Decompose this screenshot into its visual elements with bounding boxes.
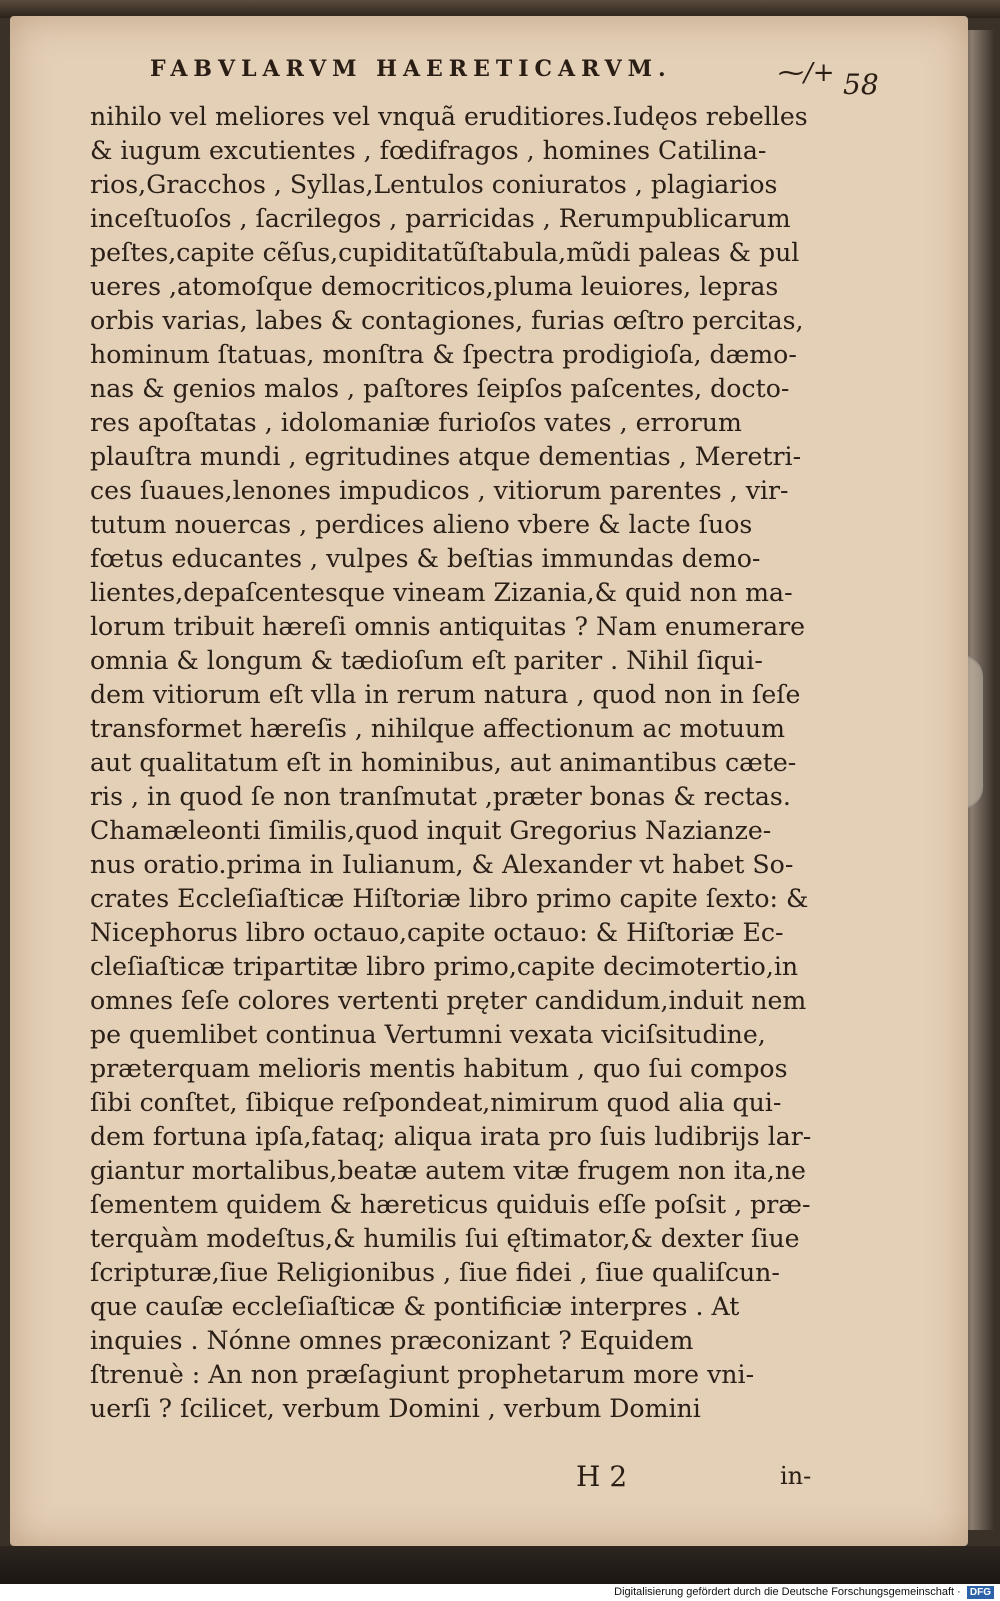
running-title: FABVLARVM HAERETICARVM. xyxy=(150,56,672,82)
signature-mark: H 2 xyxy=(576,1460,628,1493)
text-line: nus oratio.prima in Iulianum, & Alexander vt habet So- xyxy=(90,850,794,879)
text-line: res apoſtatas , idolomaniæ furioſos vates , errorum xyxy=(90,408,742,437)
text-line: ſibi conſtet, ſibique reſpondeat,nimirum quod alia qui- xyxy=(90,1088,782,1117)
text-line: pe quemlibet continua Vertumni vexata viciſsitudine, xyxy=(90,1020,766,1049)
text-line: peſtes,capite cẽſus,cupiditatũſtabula,mũdi paleas & pul xyxy=(90,238,800,267)
text-line: hominum ſtatuas, monſtra & ſpectra prodigioſa, dæmo- xyxy=(90,340,797,369)
text-line: transformet hæreſis , nihilque affectionum ac motuum xyxy=(90,714,786,743)
credit-text: Digitalisierung gefördert durch die Deutsche Forschungsgemeinschaft xyxy=(614,1586,955,1598)
handwritten-folio-mark: ⁓/+ xyxy=(778,58,835,88)
text-line: inquies . Nónne omnes præconizant ? Equidem xyxy=(90,1326,694,1355)
text-line: plauſtra mundi , egritudines atque dementias , Meretri- xyxy=(90,442,802,471)
text-line: & iugum excutientes , fœdifragos , homines Catilina- xyxy=(90,136,767,165)
catchword: in- xyxy=(780,1462,812,1490)
text-line: omnes ſeſe colores vertenti pręter candidum,induit nem xyxy=(90,986,807,1015)
book-bottom-edge xyxy=(0,1546,1000,1584)
text-line: dem fortuna ipſa,fataq; aliqua irata pro ſuis ludibrijs lar- xyxy=(90,1122,812,1151)
text-line: giantur mortalibus,beatæ autem vitæ frugem non ita,ne xyxy=(90,1156,806,1185)
dfg-logo: DFG xyxy=(967,1586,994,1599)
text-line: lorum tribuit hæreſi omnis antiquitas ? Nam enumerare xyxy=(90,612,806,641)
text-line: ces ſuaues,lenones impudicos , vitiorum parentes , vir- xyxy=(90,476,789,505)
text-line: omnia & longum & tædioſum eſt pariter . Nihil ſiqui- xyxy=(90,646,763,675)
text-line: orbis varias, labes & contagiones, furias œſtro percitas, xyxy=(90,306,804,335)
text-line: ſcripturæ,ſiue Religionibus , ſiue fidei , ſiue qualiſcun- xyxy=(90,1258,780,1287)
folio-number: 58 xyxy=(843,68,879,101)
text-line: inceſtuoſos , ſacrilegos , parricidas , Rerumpublicarum xyxy=(90,204,791,233)
text-line: tutum nouercas , perdices alieno vbere & lacte ſuos xyxy=(90,510,753,539)
text-line: ſementem quidem & hæreticus quiduis eſſe poſsit , præ- xyxy=(90,1190,811,1219)
text-line: cleſiaſticæ tripartitæ libro primo,capite decimotertio,in xyxy=(90,952,799,981)
body-text xyxy=(90,100,825,1426)
text-line: rios,Gracchos , Syllas,Lentulos coniuratos , plagiarios xyxy=(90,170,778,199)
text-line: ſtrenuè : An non præſagiunt prophetarum more vni- xyxy=(90,1360,755,1389)
digitization-credit: Digitalisierung gefördert durch die Deutsche Forschungsgemeinschaft · DFG xyxy=(614,1584,994,1601)
text-line: ris , in quod ſe non tranſmutat ,præter bonas & rectas. xyxy=(90,782,791,811)
text-line: que cauſæ eccleſiaſticæ & pontificiæ interpres . At xyxy=(90,1292,740,1321)
text-line: aut qualitatum eſt in hominibus, aut animantibus cæte- xyxy=(90,748,797,777)
text-line: præterquam melioris mentis habitum , quo ſui compos xyxy=(90,1054,788,1083)
text-line: Nicephorus libro octauo,capite octauo: & Hiſtoriæ Ec- xyxy=(90,918,784,947)
text-line: Chamæleonti ſimilis,quod inquit Gregorius Nazianze- xyxy=(90,816,772,845)
text-line: ueres ,atomoſque democriticos,pluma leuiores, lepras xyxy=(90,272,779,301)
text-line: dem vitiorum eſt vlla in rerum natura , quod non in ſeſe xyxy=(90,680,801,709)
text-line: lientes,depaſcentesque vineam Zizania,& quid non ma- xyxy=(90,578,793,607)
text-line: fœtus educantes , vulpes & beſtias immundas demo- xyxy=(90,544,761,573)
text-line: nas & genios malos , paſtores ſeipſos paſcentes, docto- xyxy=(90,374,790,403)
text-line: uerſi ? ſcilicet, verbum Domini , verbum Domini xyxy=(90,1394,701,1423)
text-line: nihilo vel meliores vel vnquã eruditiores.Iudęos rebelles xyxy=(90,102,808,131)
text-line: terquàm modeſtus,& humilis ſui ęſtimator,& dexter ſiue xyxy=(90,1224,800,1253)
text-line: crates Eccleſiaſticæ Hiſtoriæ libro primo capite ſexto: & xyxy=(90,884,809,913)
